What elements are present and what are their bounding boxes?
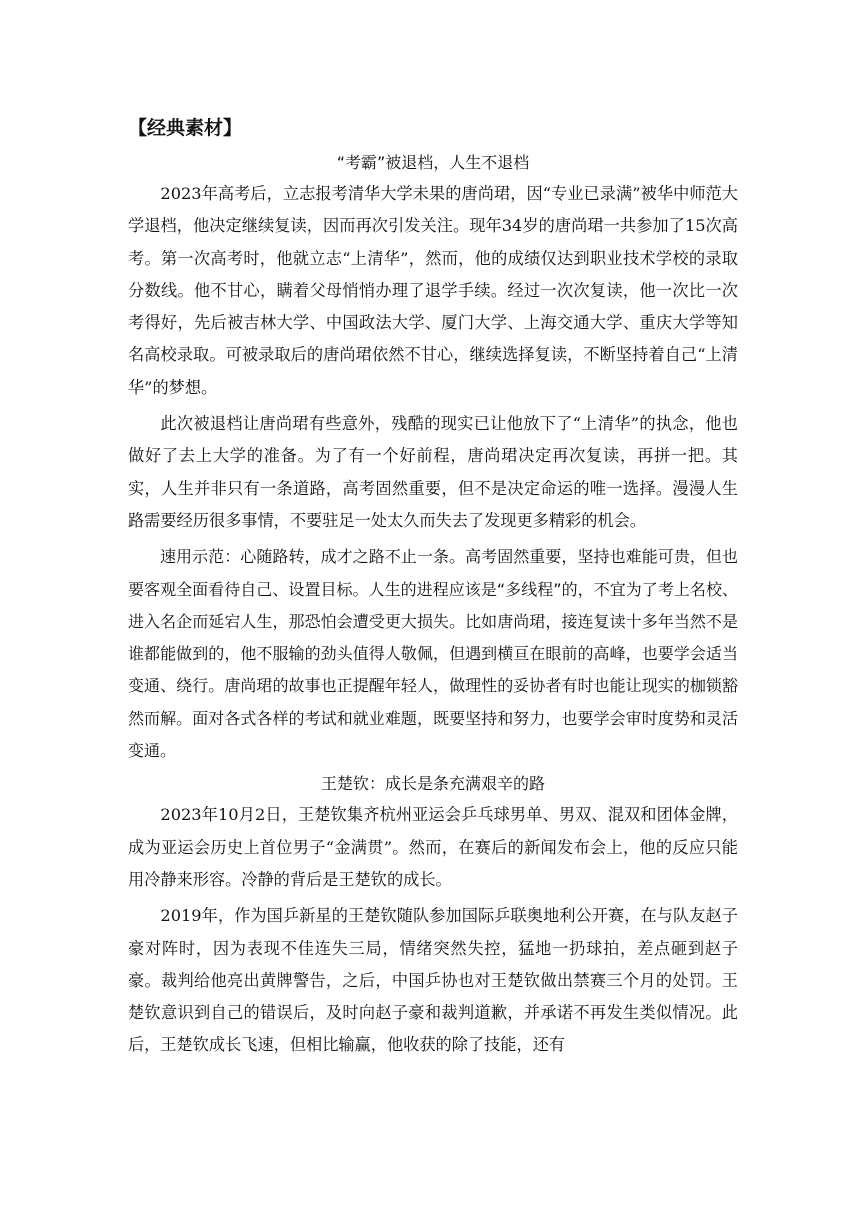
- article-title-2: 王楚钦：成长是条充满艰辛的路: [320, 774, 545, 794]
- article2-paragraph-1: 2023年10月2日，王楚钦集齐杭州亚运会乒乓球男单、男双、混双和团体金牌，成为亚运会历史上首位男子“金满贯”。然而，在赛后的新闻发布会上，他的反应只能用冷静来形容。冷静的背后是王楚钦的成长。: [128, 805, 738, 889]
- article1-paragraph-1: 2023年高考后，立志报考清华大学未果的唐尚珺，因“专业已录满”被华中师范大学退档，他决定继续复读，因而再次引发关注。现年34岁的唐尚珺一共参加了15次高考。第一次高考时，他就立志“上清华”，然而，他的成绩仅达到职业技术学校的录取分数线。他不甘心，瞒着父母悄悄办理了退学手续。经过一次次复读，他一次比一次考得好，先后被吉林大学、中国政法大学、厦门大学、上海交通大学、重庆大学等知名高校录取。可被录取后的唐尚珺依然不甘心，继续选择复读，不断坚持着自己“上清华”的梦想。: [128, 184, 738, 397]
- article2-paragraph-2: 2019年，作为国乒新星的王楚钦随队参加国际乒联奥地利公开赛，在与队友赵子豪对阵时，因为表现不佳连失三局，情绪突然失控，猛地一扔球拍，差点砸到赵子豪。裁判给他亮出黄牌警告，之后，中国乒协也对王楚钦做出禁赛三个月的处罚。王楚钦意识到自己的错误后，及时向赵子豪和裁判道歉，并承诺不再发生类似情况。此后，王楚钦成长飞速，但相比输赢，他收获的除了技能，还有: [128, 906, 738, 1055]
- article-title-1: “考霸”被退档，人生不退档: [336, 153, 530, 172]
- section-heading: 【经典素材】: [128, 117, 243, 139]
- usage-example-paragraph: 速用示范：心随路转，成才之路不止一条。高考固然重要，坚持也难能可贵，但也要客观全面看待自己、设置目标。人生的进程应该是“多线程”的，不宜为了考上名校、进入名企而延宕人生，那恐怕会遭受更大损失。比如唐尚珺，接连复读十多年当然不是谁都能做到的，他不服输的劲头值得人敬佩，但遇到横亘在眼前的高峰，也要学会适当变通、绕行。唐尚珺的故事也正提醒年轻人，做理性的妥协者有时也能让现实的枷锁豁然而解。面对各式各样的考试和就业难题，既要坚持和努力，也要学会审时度势和灵活变通。: [128, 547, 738, 761]
- document-page: [128, 112, 738, 1062]
- article1-paragraph-2: 此次被退档让唐尚珺有些意外，残酷的现实已让他放下了“上清华”的执念，他也做好了去上大学的准备。为了有一个好前程，唐尚珺决定再次复读，再拼一把。其实，人生并非只有一条道路，高考固然重要，但不是决定命运的唯一选择。漫漫人生路需要经历很多事情，不要驻足一处太久而失去了发现更多精彩的机会。: [128, 414, 738, 530]
